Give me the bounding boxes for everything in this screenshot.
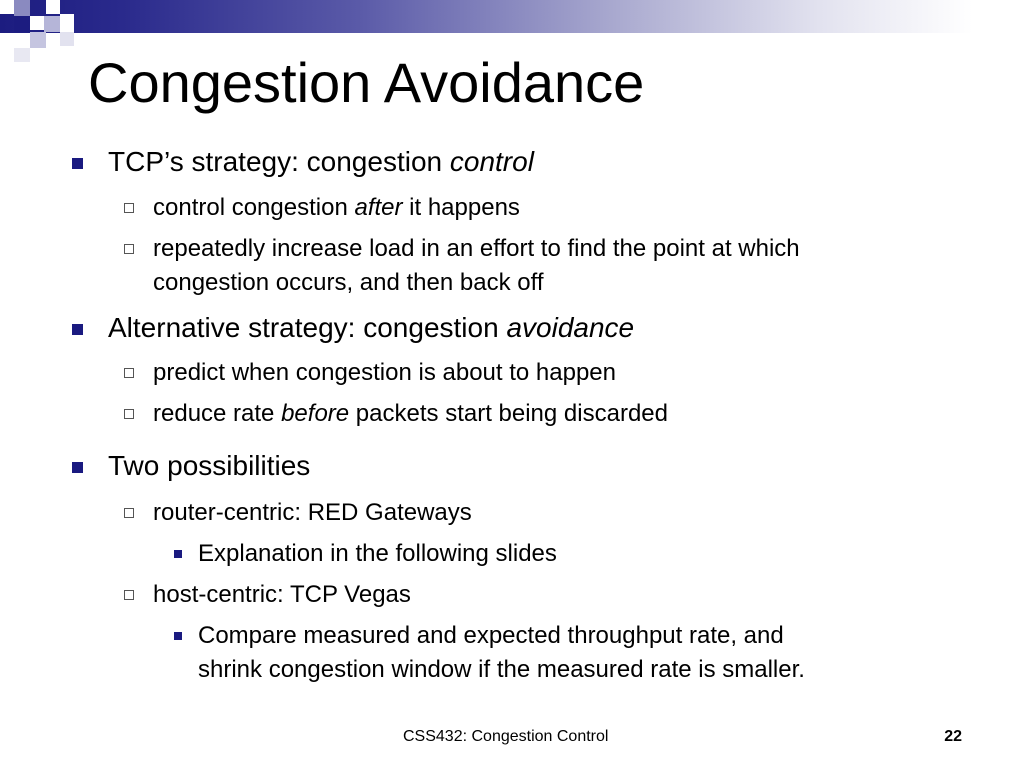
bullet-level3	[198, 537, 557, 571]
bullet-level3	[198, 619, 784, 653]
square-bullet-icon	[72, 324, 83, 335]
bullet-text: predict when congestion is about to happen	[153, 359, 616, 386]
hollow-square-bullet-icon	[124, 409, 134, 419]
bullet-emphasis: before	[281, 400, 350, 427]
bullet-text: Two possibilities	[108, 450, 311, 481]
bullet-level1	[108, 449, 310, 483]
bullet-text: packets start being discarded	[349, 400, 668, 427]
bullet-text: reduce rate	[153, 400, 282, 427]
footer-course: CSS432: Congestion Control	[403, 728, 609, 745]
bullet-level2	[153, 356, 616, 390]
bullet-text: control congestion	[153, 194, 355, 221]
bullet-text: congestion occurs, and then back off	[153, 269, 544, 296]
bullet-level2	[153, 232, 800, 266]
corner-squares-decoration	[0, 0, 90, 70]
bullet-text: Alternative strategy: congestion	[108, 312, 507, 343]
bullet-text: repeatedly increase load in an effort to find the point at which	[153, 235, 800, 262]
bullet-level3-continuation	[198, 653, 805, 687]
bullet-level1	[108, 311, 634, 345]
bullet-emphasis: control	[449, 146, 534, 177]
bullet-emphasis: after	[354, 194, 403, 221]
bullet-level2	[153, 191, 520, 225]
bullet-text: router-centric: RED Gateways	[153, 499, 472, 526]
bullet-emphasis: avoidance	[506, 312, 635, 343]
header-gradient-bar	[0, 0, 1024, 33]
hollow-square-bullet-icon	[124, 244, 134, 254]
bullet-level2	[153, 397, 668, 431]
bullet-text: it happens	[402, 194, 520, 221]
page-number: 22	[944, 728, 962, 745]
hollow-square-bullet-icon	[124, 590, 134, 600]
bullet-text: shrink congestion window if the measured rate is smaller.	[198, 656, 805, 683]
small-square-bullet-icon	[174, 550, 182, 558]
bullet-level2	[153, 578, 411, 612]
bullet-level1	[108, 145, 534, 179]
bullet-level2	[153, 496, 472, 530]
hollow-square-bullet-icon	[124, 508, 134, 518]
hollow-square-bullet-icon	[124, 368, 134, 378]
slide-title: Congestion Avoidance	[88, 51, 645, 114]
small-square-bullet-icon	[174, 632, 182, 640]
square-bullet-icon	[72, 462, 83, 473]
bullet-level2-continuation	[153, 266, 543, 300]
bullet-text: Explanation in the following slides	[198, 540, 557, 567]
bullet-text: Compare measured and expected throughput rate, and	[198, 622, 784, 649]
hollow-square-bullet-icon	[124, 203, 134, 213]
square-bullet-icon	[72, 158, 83, 169]
bullet-text: TCP’s strategy: congestion	[108, 146, 450, 177]
bullet-text: host-centric: TCP Vegas	[153, 581, 411, 608]
